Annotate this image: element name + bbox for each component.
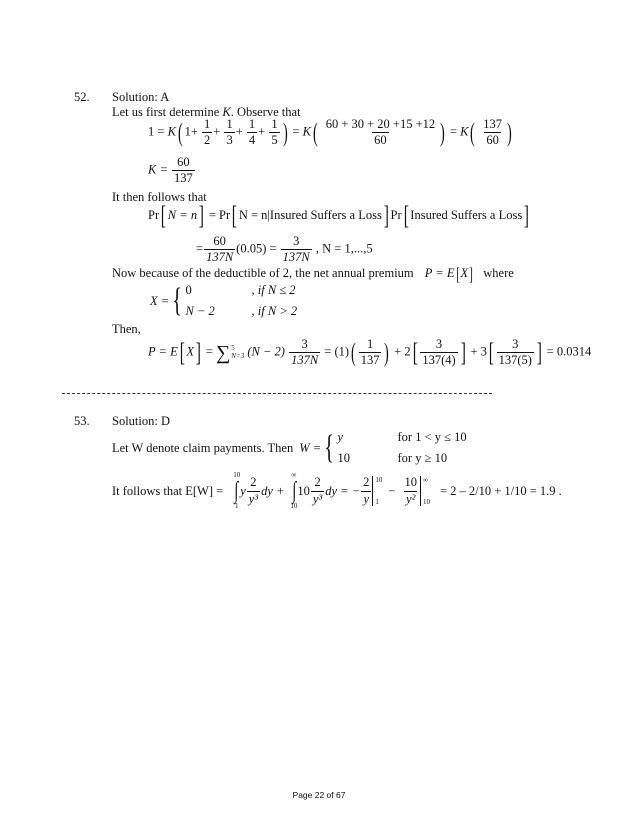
equation-probability: Pr[ N = n] = Pr[ N = n|Insured Suffers a Loss] Pr[ Insured Suffers a Loss] (148, 201, 530, 230)
problem-52-intro: Let us first determine K. Observe that (112, 105, 301, 119)
section-divider (62, 393, 492, 394)
equation-expected-W: It follows that E[W] = 10 ∫ 1 y $\frac{2}{\text{y³}}$ dy + ∞ ∫ 10 10 $\frac{2}{\text{y³}}$ dy = − $\frac{2}{y}$ 10 1 − $\frac{10}{\text{y²}}$ ∞ 10 = 2 – 2/10 + 1/10 = 1.9 . (112, 471, 562, 510)
problem-52-solution: Solution: A (112, 90, 170, 104)
equation-W-cases: Let W denote claim payments. Then W = { y for 1 < y ≤ 10 10 for y ≥ 10 (112, 429, 467, 466)
equation-probability-value: = $\frac{60}{137N}$ (0.05) = $\frac{3}{137N}$ , N = 1,...,5 (196, 234, 373, 265)
equation-premium: P = E[ X] = ∑ 5 N=3 (N − 2) $\frac{3}{137N}$ = (1)( $\frac{1}{137}$ ) + 2[ $\frac{3}{137(4)}$ ] + 3[ $\frac{3}{137(5)}$ ] = 0.0314 (148, 337, 592, 368)
equation-X-cases: X = { 0 , if N ≤ 2 N − 2 , if N > 2 (150, 282, 298, 319)
equation-K-value: K = $\frac{60}{137}$ (148, 155, 193, 186)
page-footer: Page 22 of 67 (292, 790, 346, 800)
problem-52-deductible: Now because of the deductible of 2, the net annual premium P = E[X] where (112, 264, 514, 284)
problem-52-number: 52. (74, 90, 90, 104)
problem-52-then: Then, (112, 322, 141, 336)
problem-53-number: 53. (74, 414, 90, 428)
problem-53-solution: Solution: D (112, 414, 170, 428)
problem-52-follows: It then follows that (112, 190, 207, 204)
equation-K-sum: 1 = K( 1+ $\frac{1}{2}$ + $\frac{1}{3}$ + $\frac{1}{4}$ + $\frac{1}{5}$ ) = K( $\frac{60 + 30 + 20 +15 +12}{60}$ ) = K( $\frac{137}{60}$ ) (148, 117, 512, 148)
